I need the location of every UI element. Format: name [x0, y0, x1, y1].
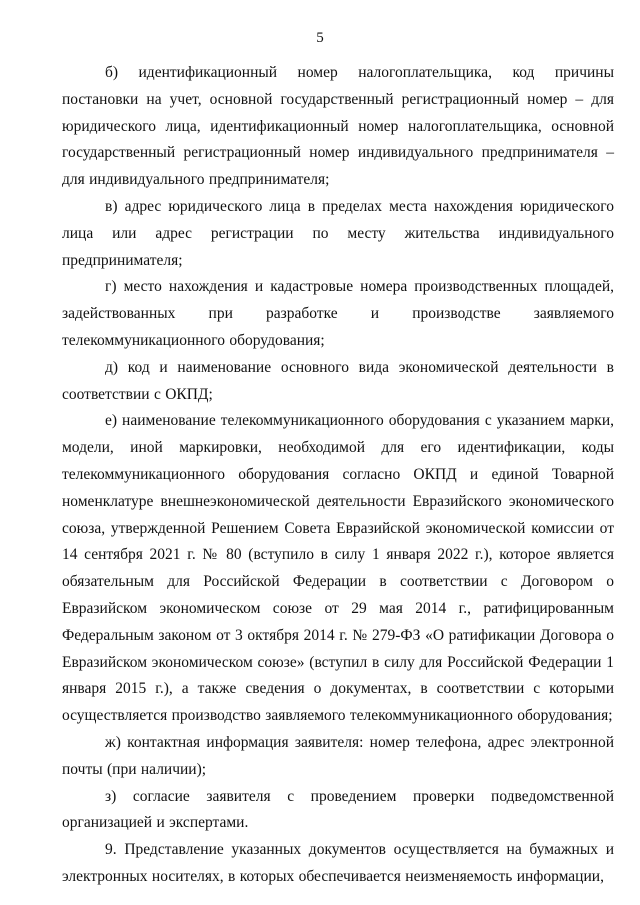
- paragraph-9: 9. Представление указанных документов осуществляется на бумажных и электронных носителях, в которых обеспечивается неизменяемость информации,: [62, 841, 614, 885]
- paragraph-g: г) место нахождения и кадастровые номера производственных площадей, задействованных при разработке и производстве заявляемого телекоммуникационного оборудования;: [62, 278, 614, 349]
- document-body: [62, 60, 614, 891]
- paragraph-e: е) наименование телекоммуникационного оборудования с указанием марки, модели, иной маркировки, необходимой для его идентификации, коды телекоммуникационного оборудования согласно ОКПД и единой Товарной номенклатуре внешнеэкономической деятельности Евразийского экономического союза, утвержденной Решением Совета Евразийской экономической комиссии от 14 сентября 2021 г. № 80 (вступило в силу 1 января 2022 г.), которое является обязательным для Российской Федерации в соответствии с Договором о Евразийском экономическом союзе от 29 мая 2014 г., ратифицированным Федеральным законом от 3 октября 2014 г. № 279-ФЗ «О ратификации Договора о Евразийском экономическом союзе» (вступил в силу для Российской Федерации 1 января 2015 г.), а также сведения о документах, в соответствии с которыми осуществляется производство заявляемого телекоммуникационного оборудования;: [62, 412, 614, 725]
- paragraph-b: б) идентификационный номер налогоплательщика, код причины постановки на учет, основной государственный регистрационный номер – для юридического лица, идентификационный номер налогоплательщика, основной государственный регистрационный номер индивидуального предпринимателя – для индивидуального предпринимателя;: [62, 64, 614, 189]
- paragraph-z: з) согласие заявителя с проведением проверки подведомственной организацией и экспертами.: [62, 787, 614, 832]
- paragraph-v: в) адрес юридического лица в пределах места нахождения юридического лица или адрес регистрации по месту жительства индивидуального предпринимателя;: [62, 197, 614, 269]
- paragraph-d: д) код и наименование основного вида экономической деятельности в соответствии с ОКПД;: [62, 358, 614, 403]
- paragraph-zh: ж) контактная информация заявителя: номер телефона, адрес электронной почты (при наличии);: [62, 733, 614, 778]
- page-number: 5: [316, 30, 324, 46]
